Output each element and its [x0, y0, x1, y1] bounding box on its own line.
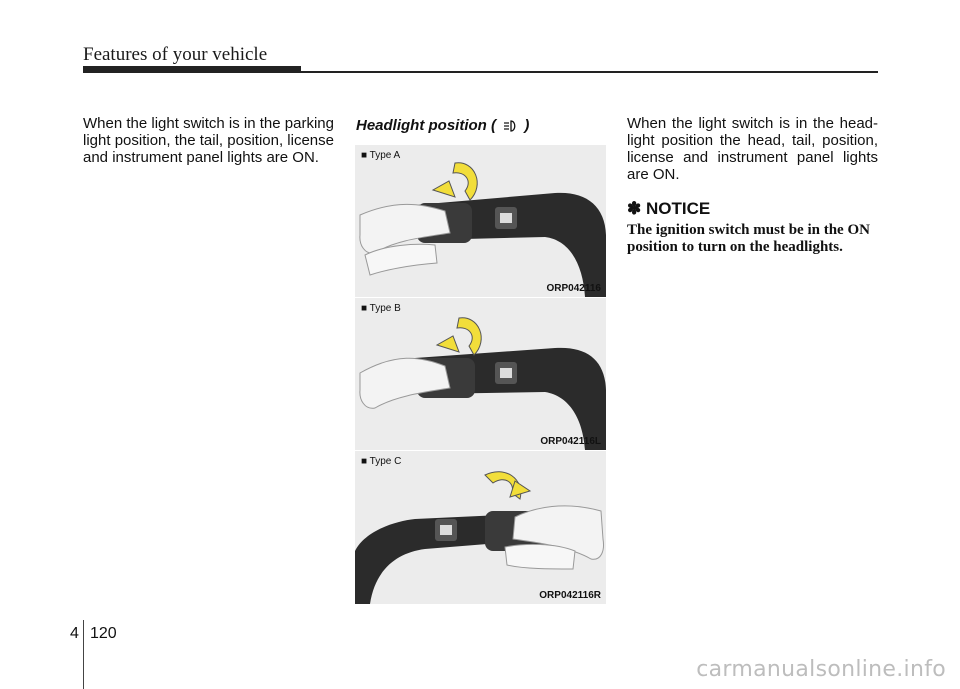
light-switch-illustration-b	[355, 298, 606, 450]
header-rule-thin	[83, 71, 878, 73]
watermark: carmanualsonline.info	[696, 657, 946, 682]
headlight-position-title	[356, 117, 529, 137]
footer-divider	[83, 620, 84, 689]
header-title: Features of your vehicle	[83, 44, 268, 65]
figure-a-type-label: ■ Type A	[361, 150, 401, 161]
figure-type-a	[355, 145, 606, 297]
figure-b-code: ORP042116L	[540, 436, 601, 447]
footer-page-number: 120	[90, 625, 117, 642]
notice-body: The ignition switch must be in the ON position to turn on the headlights.	[627, 222, 870, 255]
figure-c-code: ORP042116R	[539, 590, 601, 601]
headlight-icon	[502, 119, 518, 137]
figure-c-type-label: ■ Type C	[361, 456, 402, 467]
figure-type-b	[355, 298, 606, 450]
footer-chapter: 4	[70, 625, 79, 642]
light-switch-illustration-a	[355, 145, 606, 297]
figure-a-code: ORP042116	[546, 283, 601, 294]
headlight-paragraph: When the light switch is in the head-light position the head, tail, position, license and instrument panel lights are ON.	[627, 115, 878, 183]
headlight-title-prefix: Headlight position (	[356, 117, 496, 134]
figure-b-type-label: ■ Type B	[361, 303, 401, 314]
figure-type-c	[355, 451, 606, 604]
notice-title: ✽ NOTICE	[627, 199, 711, 218]
parking-light-paragraph: When the light switch is in the parking light position, the tail, position, license and instrument panel lights are ON.	[83, 115, 334, 166]
headlight-title-suffix: )	[524, 117, 530, 134]
light-switch-illustration-c	[355, 451, 606, 604]
